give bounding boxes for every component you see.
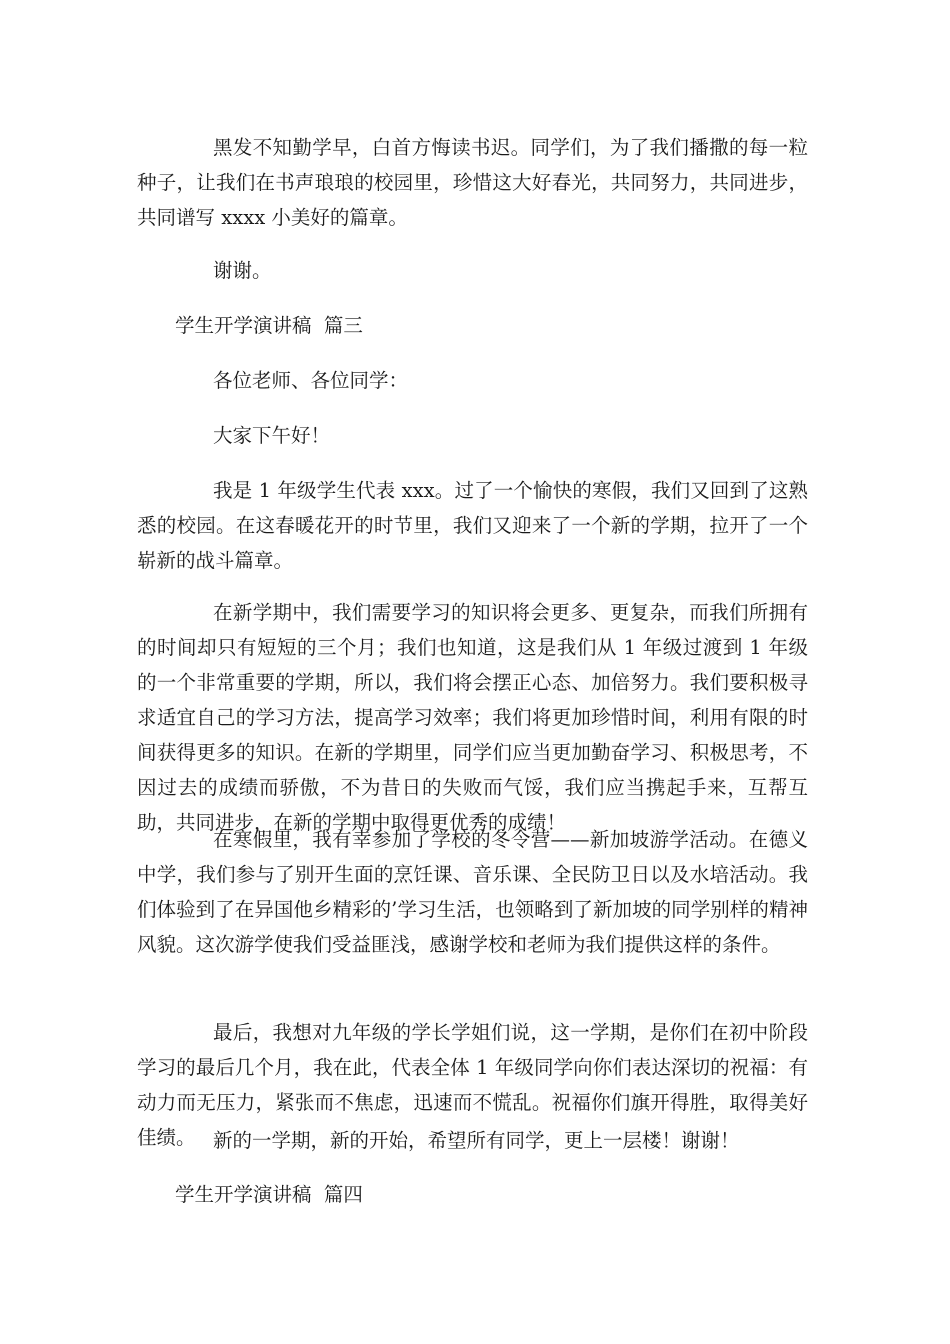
paragraph-closing-exhortation: 黑发不知勤学早，白首方悔读书迟。同学们，为了我们播撒的每一粒种子，让我们在书声琅琅的校园里，珍惜这大好春光，共同努力，共同进步，共同谱写 xxxx 小美好的篇章。 xyxy=(137,136,808,229)
paragraph-winter-camp: 在寒假里，我有幸参加了学校的冬令营——新加坡游学活动。在德义中学，我们参与了别开生面的烹饪课、音乐课、全民防卫日以及水培活动。我们体验到了在异国他乡精彩的’学习生活，也领略到了新加坡的同学别样的精神风貌。这次游学使我们受益匪浅，感谢学校和老师为我们提供这样的条件。 xyxy=(137,828,808,956)
section-heading-part-four: 学生开学演讲稿 篇四 xyxy=(175,1183,363,1206)
paragraph-blessing-seniors: 最后，我想对九年级的学长学姐们说，这一学期，是你们在初中阶段学习的最后几个月，我在此，代表全体 1 年级同学向你们表达深切的祝福：有动力而无压力，紧张而不焦虑，迅速而不慌乱。祝福你们旗开得胜，取得美好佳绩。 xyxy=(137,1021,808,1149)
section-heading-part-three: 学生开学演讲稿 篇三 xyxy=(175,314,363,337)
paragraph-greeting: 大家下午好！ xyxy=(213,424,331,447)
paragraph-new-semester: 在新学期中，我们需要学习的知识将会更多、更复杂，而我们所拥有的时间却只有短短的三个月；我们也知道，这是我们从 1 年级过渡到 1 年级的一个非常重要的学期，所以，我们将会摆正心态、加倍努力。我们要积极寻求适宜自己的学习方法，提高学习效率；我们将更加珍惜时间，利用有限的时间获得更多的知识。在新的学期里，同学们应当更加勤奋学习、积极思考，不因过去的成绩而骄傲，不为昔日的失败而气馁，我们应当携起手来，互帮互助，共同进步，在新的学期中取得更优秀的成绩！ xyxy=(137,601,808,834)
paragraph-final-wishes: 新的一学期，新的开始，希望所有同学，更上一层楼！谢谢！ xyxy=(213,1129,740,1152)
paragraph-thanks: 谢谢。 xyxy=(213,259,272,282)
paragraph-self-introduction: 我是 1 年级学生代表 xxx。过了一个愉快的寒假，我们又回到了这熟悉的校园。在这春暖花开的时节里，我们又迎来了一个新的学期，拉开了一个崭新的战斗篇章。 xyxy=(137,479,808,572)
paragraph-salutation: 各位老师、各位同学： xyxy=(213,369,409,392)
